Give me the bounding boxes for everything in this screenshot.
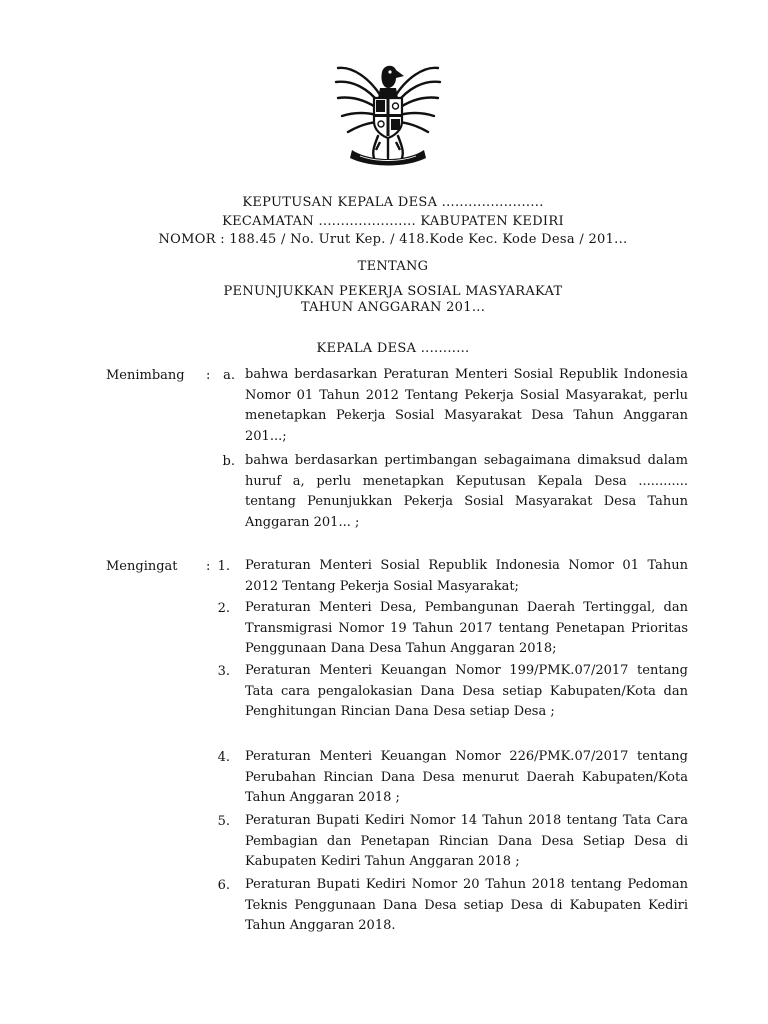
mengingat-item-5: Peraturan Bupati Kediri Nomor 14 Tahun 2018 tentang Tata Cara Pembagian dan Penetapan Rincian Dana Desa Setiap Desa di Kabupaten Kediri Tahun Anggaran 2018 ;	[245, 813, 688, 870]
mengingat-marker-1: 1.	[217, 559, 230, 574]
decree-subject: PENUNJUKKAN PEKERJA SOSIAL MASYARAKAT	[223, 284, 563, 299]
menimbang-colon: :	[206, 368, 211, 383]
issuer-heading: KEPALA DESA ...........	[316, 341, 470, 356]
garuda-emblem	[330, 58, 446, 166]
menimbang-label: Menimbang	[106, 368, 185, 383]
decree-subject-year: TAHUN ANGGARAN 201...	[300, 300, 486, 315]
mengingat-item-3: Peraturan Menteri Keuangan Nomor 199/PMK.07/2017 tentang Tata cara pengalokasian Dana Desa setiap Kabupaten/Kota dan Penghitungan Rincian Dana Desa setiap Desa ;	[245, 663, 688, 720]
mengingat-item-6: Peraturan Bupati Kediri Nomor 20 Tahun 2018 tentang Pedoman Teknis Penggunaan Dana Desa setiap Desa di Kabupaten Kediri Tahun Anggaran 2018.	[245, 877, 688, 934]
mengingat-item-4: Peraturan Menteri Keuangan Nomor 226/PMK.07/2017 tentang Perubahan Rincian Dana Desa menurut Daerah Kabupaten/Kota Tahun Anggaran 2018 ;	[245, 749, 688, 806]
mengingat-label: Mengingat	[106, 559, 178, 574]
menimbang-item-a: bahwa berdasarkan Peraturan Menteri Sosial Republik Indonesia Nomor 01 Tahun 2012 Tentang Pekerja Sosial Masyarakat, perlu menetapkan Pekerja Sosial Masyarakat Desa Tahun Anggaran 201...;	[245, 367, 688, 445]
mengingat-marker-4: 4.	[217, 750, 230, 765]
menimbang-item-b: bahwa berdasarkan pertimbangan sebagaimana dimaksud dalam huruf a, perlu menetapkan Keputusan Kepala Desa ............ tentang Penunjukkan Pekerja Sosial Masyarakat Desa Tahun Anggaran 201... ;	[245, 453, 688, 531]
mengingat-item-2: Peraturan Menteri Desa, Pembangunan Daerah Tertinggal, dan Transmigrasi Nomor 19 Tahun 2017 tentang Penetapan Prioritas Penggunaan Dana Desa Tahun Anggaran 2018;	[245, 600, 688, 657]
district-line: KECAMATAN ...................... KABUPATEN KEDIRI	[222, 214, 564, 229]
tentang-heading: TENTANG	[357, 259, 429, 274]
decree-title: KEPUTUSAN KEPALA DESA .......................	[242, 195, 544, 210]
decree-number: NOMOR : 188.45 / No. Urut Kep. / 418.Kode Kec. Kode Desa / 201...	[158, 232, 628, 247]
mengingat-marker-5: 5.	[217, 814, 230, 829]
mengingat-marker-3: 3.	[217, 664, 230, 679]
mengingat-marker-2: 2.	[217, 601, 230, 616]
menimbang-marker-a: a.	[223, 368, 235, 383]
mengingat-marker-6: 6.	[217, 878, 230, 893]
menimbang-marker-b: b.	[222, 454, 235, 469]
mengingat-colon: :	[206, 559, 211, 574]
mengingat-item-1: Peraturan Menteri Sosial Republik Indonesia Nomor 01 Tahun 2012 Tentang Pekerja Sosial Masyarakat;	[245, 558, 688, 594]
